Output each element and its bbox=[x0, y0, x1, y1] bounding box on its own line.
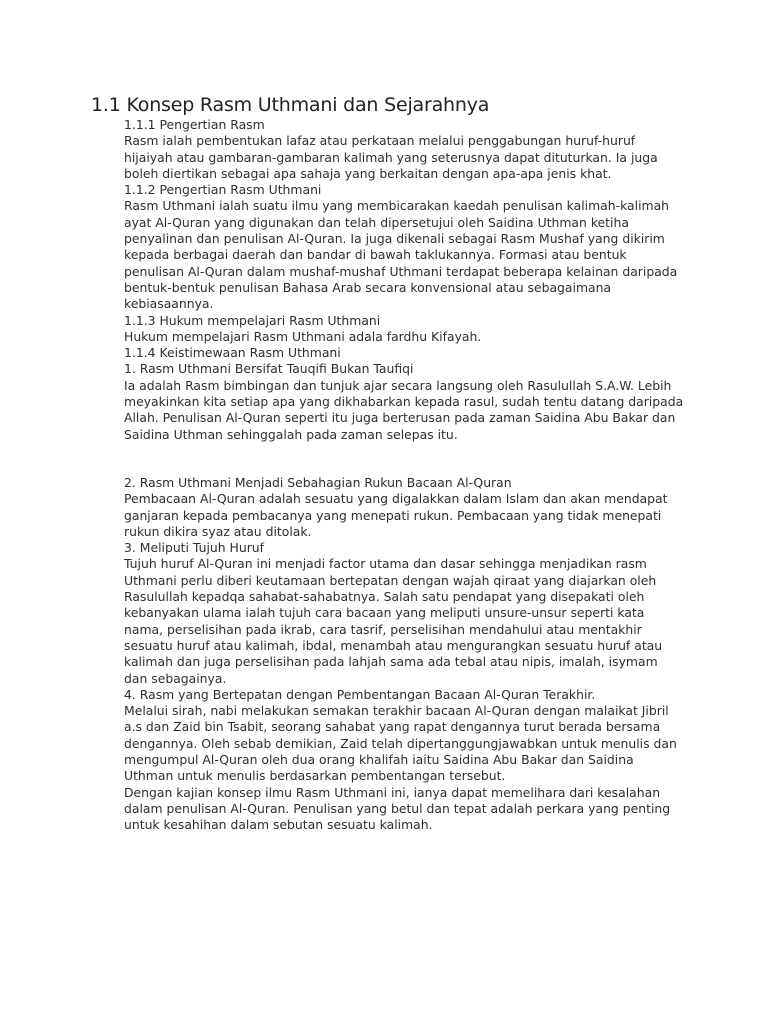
point-heading-4: 4. Rasm yang Bertepatan dengan Pembentangan Bacaan Al-Quran Terakhir. bbox=[124, 686, 596, 702]
point-heading-1: 1. Rasm Uthmani Bersifat Tauqifi Bukan Taufiqi bbox=[124, 361, 414, 377]
section-title: 1.1 Konsep Rasm Uthmani dan Sejarahnya bbox=[91, 94, 490, 116]
paragraph-hukum: Hukum mempelajari Rasm Uthmani adala fardhu Kifayah. bbox=[124, 328, 482, 344]
paragraph-gap bbox=[124, 443, 684, 475]
subheading-hukum: 1.1.3 Hukum mempelajari Rasm Uthmani bbox=[124, 312, 381, 328]
point-heading-3: 3. Meliputi Tujuh Huruf bbox=[124, 540, 265, 556]
document-body bbox=[124, 117, 684, 833]
subheading-pengertian-rasm: 1.1.1 Pengertian Rasm bbox=[124, 117, 265, 132]
subheading-keistimewaan: 1.1.4 Keistimewaan Rasm Uthmani bbox=[124, 345, 341, 361]
point-paragraph-2: Pembacaan Al-Quran adalah sesuatu yang digalakkan dalam Islam dan akan mendapat ganjaran kepada pembacanya yang menepati rukun. Pembacaan yang tidak menepati rukun dikira syaz atau ditolak. bbox=[124, 491, 668, 539]
point-paragraph-4: Melalui sirah, nabi melakukan semakan terakhir bacaan Al-Quran dengan malaikat Jibril a.s dan Zaid bin Tsabit, seorang sahabat yang rapat dengannya turut berada bersama dengannya. Oleh sebab demikian, Zaid telah dipertanggungjawabkan untuk menulis dan mengumpul Al-Quran oleh dua orang khalifah iaitu Saidina Abu Bakar dan Saidina Uthman untuk menulis berdasarkan pembentangan tersebut. bbox=[124, 703, 677, 784]
paragraph-pengertian-rasm-uthmani: Rasm Uthmani ialah suatu ilmu yang membicarakan kaedah penulisan kalimah-kalimah ayat Al-Quran yang digunakan dan telah dipersetujui oleh Saidina Uthman ketiha penyalinan dan penulisan Al-Quran. Ia juga dikenali sebagai Rasm Mushaf yang dikirim kepada berbagai daerah dan bandar di bawah taklukannya. Formasi atau bentuk penulisan Al-Quran dalam mushaf-mushaf Uthmani terdapat beberapa kelainan daripada bentuk-bentuk penulisan Bahasa Arab secara konvensional atau sebagaimana kebiasaannya. bbox=[124, 198, 678, 312]
point-paragraph-3: Tujuh huruf Al-Quran ini menjadi factor utama dan dasar sehingga menjadikan rasm Uthmani perlu diberi keutamaan bertepatan dengan wajah qiraat yang diajarkan oleh Rasulullah kepadqa sahabat-sahabatnya. Salah satu pendapat yang disepakati oleh kebanyakan ulama ialah tujuh cara bacaan yang meliputi unsure-unsur seperti kata nama, perselisihan pada ikrab, cara tasrif, perselisihan mendahului atau mentakhir sesuatu huruf atau kalimah, ibdal, menambah atau mengurangkan sesuatu huruf atau kalimah dan juga perselisihan pada lahjah sama ada tebal atau nipis, imalah, isymam dan sebagainya. bbox=[124, 556, 663, 686]
point-heading-2: 2. Rasm Uthmani Menjadi Sebahagian Rukun Bacaan Al-Quran bbox=[124, 474, 512, 490]
subheading-pengertian-rasm-uthmani: 1.1.2 Pengertian Rasm Uthmani bbox=[124, 182, 322, 198]
closing-paragraph: Dengan kajian konsep ilmu Rasm Uthmani ini, ianya dapat memelihara dari kesalahan dalam penulisan Al-Quran. Penulisan yang betul dan tepat adalah perkara yang penting untuk kesahihan dalam sebutan sesuatu kalimah. bbox=[124, 784, 671, 833]
paragraph-pengertian-rasm: Rasm ialah pembentukan lafaz atau perkataan melalui penggabungan huruf-huruf hijaiyah atau gambaran-gambaran kalimah yang seterusnya dapat dituturkan. Ia juga boleh diertikan sebagai apa sahaja yang berkaitan dengan apa-apa jenis khat. bbox=[124, 133, 658, 181]
point-paragraph-1: Ia adalah Rasm bimbingan dan tunjuk ajar secara langsung oleh Rasulullah S.A.W. Lebih meyakinkan kita setiap apa yang dikhabarkan kepada rasul, sudah tentu datang daripada Allah. Penulisan Al-Quran seperti itu juga berterusan pada zaman Saidina Abu Bakar dan Saidina Uthman sehinggalah pada zaman selepas itu. bbox=[124, 377, 684, 442]
